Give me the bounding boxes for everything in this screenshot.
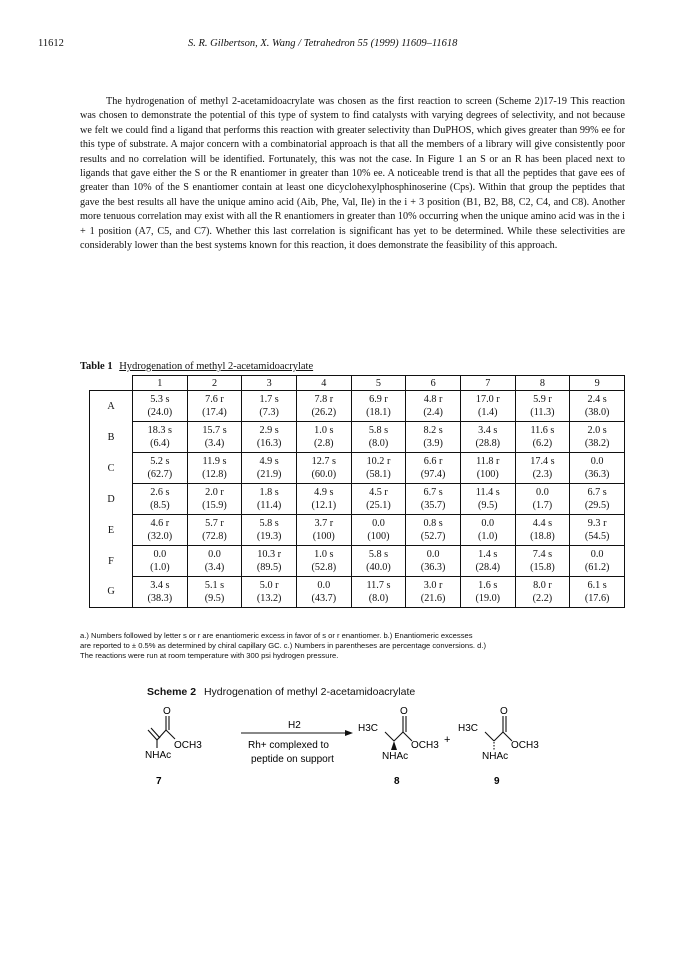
enantiomeric-excess: 17.0 r <box>475 394 500 405</box>
conversion-percent: (7.3) <box>259 407 279 418</box>
table-cell <box>351 391 406 422</box>
table-cell <box>570 546 625 577</box>
table-cell <box>296 515 351 546</box>
conversion-percent: (11.4) <box>257 500 282 511</box>
enantiomeric-excess: 10.2 r <box>366 456 391 467</box>
table-cell <box>187 391 242 422</box>
footnote-line: are reported to ± 0.5% as determined by chiral capillary GC. c.) Numbers in parentheses are percentage conversions. d.) <box>80 641 486 650</box>
enantiomeric-excess: 7.6 r <box>205 394 224 405</box>
conversion-percent: (52.8) <box>311 562 337 573</box>
table-cell <box>296 391 351 422</box>
conversion-percent: (13.2) <box>256 593 282 604</box>
table-cell <box>570 577 625 608</box>
table-cell <box>515 484 570 515</box>
enantiomeric-excess: 0.0 <box>536 487 549 498</box>
enantiomeric-excess: 0.0 <box>208 549 221 560</box>
table-cell <box>351 453 406 484</box>
enantiomeric-excess: 1.0 s <box>314 549 334 560</box>
table-cell <box>296 546 351 577</box>
enantiomeric-excess: 4.6 r <box>150 518 170 529</box>
enantiomeric-excess: 11.9 s <box>202 456 227 467</box>
enantiomeric-excess: 0.0 <box>590 456 604 467</box>
table-row <box>90 422 625 453</box>
table-label: Table 1 <box>80 361 113 372</box>
conversion-percent: (1.0) <box>150 562 170 573</box>
table-cell <box>133 484 188 515</box>
conversion-percent: (38.0) <box>584 407 610 418</box>
enantiomeric-excess: 4.5 r <box>369 487 388 498</box>
table-cell <box>515 546 570 577</box>
enantiomeric-excess: 5.9 r <box>533 394 552 405</box>
conversion-percent: (100) <box>367 531 390 542</box>
row-label: F <box>90 546 133 577</box>
conversion-percent: (6.2) <box>532 438 553 449</box>
table-row <box>90 484 625 515</box>
table-cell <box>406 391 461 422</box>
enantiomeric-excess: 0.0 <box>426 549 440 560</box>
carbonyl-oxygen: O <box>400 706 408 717</box>
enantiomeric-excess: 11.4 s <box>475 487 500 498</box>
enantiomeric-excess: 5.8 s <box>259 518 279 529</box>
conversion-percent: (8.5) <box>150 500 170 511</box>
table-cell <box>133 453 188 484</box>
table-cell <box>242 422 297 453</box>
conversion-percent: (1.0) <box>478 531 498 542</box>
table-cell <box>460 484 515 515</box>
conversion-percent: (58.1) <box>366 469 391 480</box>
conversion-percent: (72.8) <box>202 531 227 542</box>
table-cell <box>460 546 515 577</box>
conversion-percent: (40.0) <box>366 562 391 573</box>
table-cell <box>406 484 461 515</box>
enantiomeric-excess: 4.4 s <box>532 518 553 529</box>
enantiomeric-excess: 11.6 s <box>530 425 555 436</box>
table-corner <box>90 376 133 391</box>
enantiomeric-excess: 9.3 r <box>587 518 607 529</box>
table-row <box>90 453 625 484</box>
conversion-percent: (9.5) <box>204 593 225 604</box>
table-cell <box>570 453 625 484</box>
conversion-percent: (1.7) <box>532 500 553 511</box>
table-cell <box>187 515 242 546</box>
conversion-percent: (29.5) <box>584 500 610 511</box>
conversion-percent: (9.5) <box>478 500 498 511</box>
table-header-row <box>90 376 625 391</box>
table-cell <box>242 515 297 546</box>
conversion-percent: (15.9) <box>202 500 227 511</box>
enantiomeric-excess: 11.8 r <box>476 456 500 467</box>
table-cell <box>296 484 351 515</box>
conversion-percent: (2.8) <box>314 438 334 449</box>
conversion-percent: (12.1) <box>311 500 337 511</box>
compound-8-label: 8 <box>394 776 400 787</box>
conversion-percent: (100) <box>312 531 335 542</box>
enantiomeric-excess: 3.4 s <box>478 425 498 436</box>
conversion-percent: (6.4) <box>150 438 170 449</box>
table-row <box>90 546 625 577</box>
table-cell <box>460 391 515 422</box>
column-header: 9 <box>570 376 625 391</box>
conversion-percent: (61.2) <box>584 562 610 573</box>
compound-8-structure <box>385 716 412 741</box>
plus-sign: + <box>444 734 451 746</box>
table-cell <box>460 577 515 608</box>
enantiomeric-excess: 6.7 s <box>423 487 443 498</box>
enantiomeric-excess: 5.3 s <box>150 394 170 405</box>
table-cell <box>570 422 625 453</box>
table-cell <box>187 577 242 608</box>
table-cell <box>242 391 297 422</box>
table-cell <box>242 453 297 484</box>
carbonyl-oxygen: O <box>500 706 508 717</box>
conversion-percent: (60.0) <box>311 469 337 480</box>
enantiomeric-excess: 1.0 s <box>314 425 334 436</box>
row-label: B <box>90 422 133 453</box>
enantiomeric-excess: 4.9 s <box>314 487 334 498</box>
enantiomeric-excess: 3.7 r <box>314 518 334 529</box>
reagent-catalyst: Rh+ complexed to <box>248 740 329 751</box>
column-header: 3 <box>242 376 297 391</box>
conversion-percent: (36.3) <box>584 469 610 480</box>
column-header: 7 <box>460 376 515 391</box>
enantiomeric-excess: 12.7 s <box>311 456 336 467</box>
enantiomeric-excess: 5.0 r <box>259 580 279 591</box>
table-cell <box>351 484 406 515</box>
conversion-percent: (8.0) <box>368 438 389 449</box>
enantiomeric-excess: 8.0 r <box>533 580 552 591</box>
table-cell <box>351 515 406 546</box>
conversion-percent: (17.6) <box>584 593 610 604</box>
carbonyl-oxygen: O <box>163 706 171 717</box>
enantiomeric-excess: 18.3 s <box>147 425 172 436</box>
table-cell <box>296 422 351 453</box>
conversion-percent: (32.0) <box>147 531 173 542</box>
conversion-percent: (19.3) <box>256 531 282 542</box>
table-cell <box>351 577 406 608</box>
enantiomeric-excess: 5.8 s <box>368 425 389 436</box>
table-cell <box>460 453 515 484</box>
conversion-percent: (28.8) <box>475 438 501 449</box>
table-cell <box>351 546 406 577</box>
compound-7-amide: NHAc <box>145 750 172 761</box>
column-header: 4 <box>296 376 351 391</box>
column-header: 6 <box>406 376 461 391</box>
enantiomeric-excess: 2.0 s <box>587 425 607 436</box>
footnote-line: The reactions were run at room temperature with 300 psi hydrogen pressure. <box>80 651 339 660</box>
enantiomeric-excess: 0.0 <box>590 549 604 560</box>
table-cell <box>133 577 188 608</box>
enantiomeric-excess: 1.4 s <box>478 549 498 560</box>
conversion-percent: (21.6) <box>420 593 446 604</box>
table-title: Hydrogenation of methyl 2-acetamidoacrylate <box>119 361 314 372</box>
table-row <box>90 391 625 422</box>
conversion-percent: (35.7) <box>420 500 446 511</box>
table-cell <box>242 546 297 577</box>
conversion-percent: (24.0) <box>147 407 173 418</box>
row-label: A <box>90 391 133 422</box>
enantiomeric-excess: 7.4 s <box>532 549 553 560</box>
table-cell <box>133 422 188 453</box>
conversion-percent: (52.7) <box>420 531 446 542</box>
table-cell <box>515 577 570 608</box>
conversion-percent: (21.9) <box>256 469 282 480</box>
column-header: 5 <box>351 376 406 391</box>
conversion-percent: (62.7) <box>147 469 173 480</box>
enantiomeric-excess: 1.7 s <box>259 394 279 405</box>
compound-9-ester: OCH3 <box>511 740 539 751</box>
table-cell <box>133 391 188 422</box>
compound-9-label: 9 <box>494 776 500 787</box>
enantiomeric-excess: 2.4 s <box>587 394 607 405</box>
column-header: 8 <box>515 376 570 391</box>
conversion-percent: (54.5) <box>584 531 610 542</box>
compound-7-ester: OCH3 <box>174 740 202 751</box>
table-cell <box>515 453 570 484</box>
table-cell <box>133 546 188 577</box>
conversion-percent: (3.4) <box>204 438 225 449</box>
conversion-percent: (19.0) <box>475 593 501 604</box>
conversion-percent: (38.2) <box>584 438 610 449</box>
conversion-percent: (100) <box>476 469 499 480</box>
compound-9-amide: NHAc <box>482 751 509 762</box>
compound-9-structure <box>485 716 512 750</box>
conversion-percent: (3.9) <box>423 438 443 449</box>
table-cell <box>570 391 625 422</box>
conversion-percent: (2.4) <box>423 407 443 418</box>
row-label: D <box>90 484 133 515</box>
table-cell <box>406 577 461 608</box>
enantiomeric-excess: 2.0 r <box>205 487 224 498</box>
reagent-hydrogen: H2 <box>288 720 301 731</box>
table-cell <box>351 422 406 453</box>
conversion-percent: (12.8) <box>202 469 227 480</box>
enantiomeric-excess: 0.0 <box>317 580 331 591</box>
row-label: G <box>90 577 133 608</box>
conversion-percent: (3.4) <box>204 562 225 573</box>
conversion-percent: (1.4) <box>478 407 498 418</box>
conversion-percent: (25.1) <box>366 500 391 511</box>
column-header: 2 <box>187 376 242 391</box>
table-cell <box>515 515 570 546</box>
enantiomeric-excess: 0.0 <box>481 518 495 529</box>
table-cell <box>570 515 625 546</box>
enantiomeric-excess: 1.6 s <box>478 580 498 591</box>
table-cell <box>187 453 242 484</box>
conversion-percent: (16.3) <box>256 438 282 449</box>
table-cell <box>515 391 570 422</box>
table-row <box>90 515 625 546</box>
scheme-title: Hydrogenation of methyl 2-acetamidoacrylate <box>203 686 416 698</box>
footnote-line: a.) Numbers followed by letter s or r are enantiomeric excess in favor of s or r enantiomer. b.) Enantiomeric excesses <box>80 631 473 640</box>
enantiomeric-excess: 4.9 s <box>259 456 279 467</box>
enantiomeric-excess: 5.7 r <box>205 518 224 529</box>
table-cell <box>406 546 461 577</box>
table-cell <box>133 515 188 546</box>
table-cell <box>242 577 297 608</box>
enantiomeric-excess: 5.8 s <box>368 549 389 560</box>
arrow-head <box>345 730 353 736</box>
enantiomeric-excess: 3.0 r <box>423 580 443 591</box>
conversion-percent: (18.1) <box>366 407 391 418</box>
enantiomeric-excess: 15.7 s <box>202 425 227 436</box>
conversion-percent: (15.8) <box>530 562 555 573</box>
compound-8-methyl: H3C <box>358 723 379 734</box>
conversion-percent: (97.4) <box>420 469 446 480</box>
table-row <box>90 577 625 608</box>
table-cell <box>570 484 625 515</box>
compound-9-methyl: H3C <box>458 723 479 734</box>
enantiomeric-excess: 0.8 s <box>423 518 443 529</box>
row-label: C <box>90 453 133 484</box>
results-table <box>89 375 625 608</box>
compound-8-ester: OCH3 <box>411 740 439 751</box>
table-caption <box>80 361 313 372</box>
table-cell <box>406 453 461 484</box>
enantiomeric-excess: 2.9 s <box>259 425 279 436</box>
enantiomeric-excess: 1.8 s <box>259 487 279 498</box>
table-cell <box>187 422 242 453</box>
table-cell <box>460 422 515 453</box>
enantiomeric-excess: 7.8 r <box>314 394 334 405</box>
table-cell <box>187 484 242 515</box>
compound-8-amide: NHAc <box>382 751 409 762</box>
table-cell <box>406 515 461 546</box>
table-cell <box>296 577 351 608</box>
enantiomeric-excess: 3.4 s <box>150 580 170 591</box>
enantiomeric-excess: 5.1 s <box>204 580 225 591</box>
row-label: E <box>90 515 133 546</box>
enantiomeric-excess: 4.8 r <box>423 394 443 405</box>
conversion-percent: (18.8) <box>530 531 555 542</box>
table-footnotes <box>80 631 625 661</box>
table-cell <box>515 422 570 453</box>
enantiomeric-excess: 6.1 s <box>587 580 607 591</box>
enantiomeric-excess: 0.0 <box>153 549 167 560</box>
reagent-support: peptide on support <box>251 754 334 765</box>
enantiomeric-excess: 10.3 r <box>257 549 282 560</box>
table-cell <box>460 515 515 546</box>
table-cell <box>187 546 242 577</box>
enantiomeric-excess: 11.7 s <box>366 580 391 591</box>
enantiomeric-excess: 0.0 <box>372 518 385 529</box>
conversion-percent: (17.4) <box>202 407 227 418</box>
conversion-percent: (89.5) <box>256 562 282 573</box>
enantiomeric-excess: 6.6 r <box>423 456 443 467</box>
compound-7-label: 7 <box>156 776 162 787</box>
conversion-percent: (43.7) <box>311 593 337 604</box>
column-header: 1 <box>133 376 188 391</box>
conversion-percent: (28.4) <box>475 562 501 573</box>
page-number: 11612 <box>38 38 64 49</box>
conversion-percent: (38.3) <box>147 593 173 604</box>
conversion-percent: (2.2) <box>532 593 553 604</box>
enantiomeric-excess: 5.2 s <box>150 456 170 467</box>
running-head: S. R. Gilbertson, X. Wang / Tetrahedron 55 (1999) 11609–11618 <box>188 38 458 49</box>
scheme-label: Scheme 2 <box>147 686 197 698</box>
scheme-caption <box>147 686 415 698</box>
body-paragraph: The hydrogenation of methyl 2-acetamidoacrylate was chosen as the first reaction to screen (Scheme 2)17-19 This reaction was chosen to demonstrate the potential of this type of system to find catalysts with varying degrees of selectivity, and not because we felt we could find a ligand that performs this reaction with greater selectivity than DuPHOS, which gives greater than 99% ee for this type of substrate. A major concern with a combinatorial approach is that all the members of a library will give consistently poor results and no correlation will be identified. Fortunately, this was not the case. In Figure 1 an S or an R has been placed next to ligands that gave either the S or the R enantiomer in greater than 10% ee. A noticeable trend is that all the peptides that gave ees of greater than 10% of the S enantiomer contain at least one dicyclohexylphosphinoserine (Cps). Within that group the peptides that gave the best results all have the unique amino acid (Aib, Phe, Val, Ile) in the i + 3 position (B1, B2, B8, C2, C4, and C8). Another more tenuous correlation may exist with all the R enantiomers in greater than 10% occurring when the unique amino acid was in the i + 1 position (A7, C5, and C7). Whether this last correlation is significant has yet to be determined. While these selectivities are considerably lower than the best systems known for this reaction, it does demonstrate the feasibility of this approach. <box>80 96 625 252</box>
conversion-percent: (8.0) <box>368 593 389 604</box>
table-cell <box>296 453 351 484</box>
body-text <box>80 95 625 253</box>
enantiomeric-excess: 2.6 s <box>150 487 170 498</box>
compound-8-wedge <box>391 741 397 750</box>
enantiomeric-excess: 6.7 s <box>587 487 607 498</box>
compound-7-structure <box>148 716 175 748</box>
table-cell <box>242 484 297 515</box>
enantiomeric-excess: 8.2 s <box>423 425 443 436</box>
enantiomeric-excess: 17.4 s <box>530 456 555 467</box>
conversion-percent: (36.3) <box>420 562 446 573</box>
table-cell <box>406 422 461 453</box>
conversion-percent: (2.3) <box>532 469 553 480</box>
conversion-percent: (26.2) <box>311 407 337 418</box>
enantiomeric-excess: 6.9 r <box>369 394 388 405</box>
conversion-percent: (11.3) <box>530 407 555 418</box>
